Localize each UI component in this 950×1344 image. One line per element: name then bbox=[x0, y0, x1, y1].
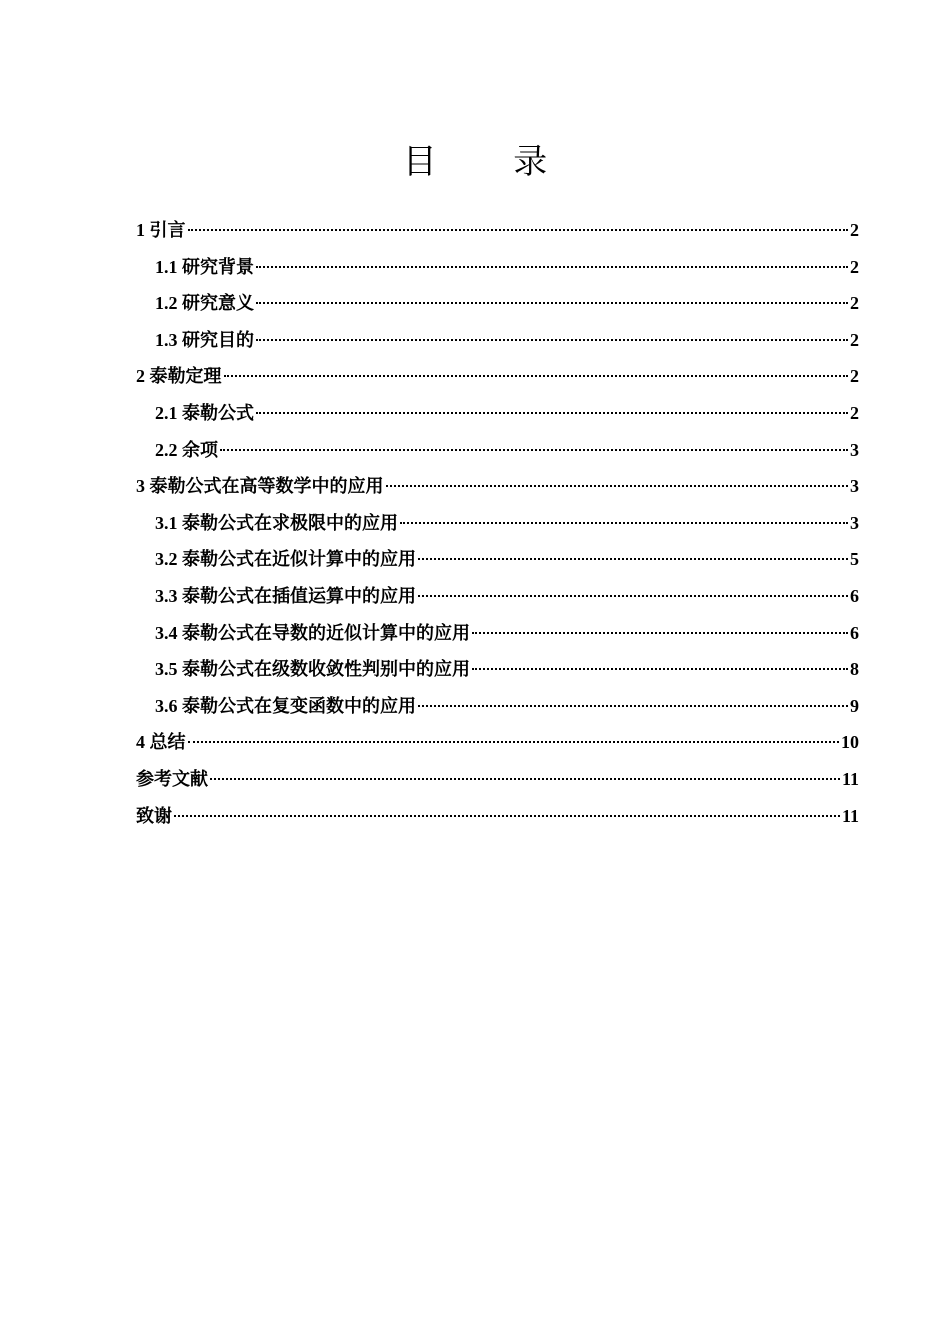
toc-entry[interactable] bbox=[136, 212, 859, 249]
dot-leader bbox=[188, 229, 849, 231]
dot-leader bbox=[210, 778, 840, 780]
toc-page-number: 3 bbox=[850, 512, 859, 533]
toc-entry-title: 3 泰勒公式在高等数学中的应用 bbox=[136, 476, 384, 497]
dot-leader bbox=[256, 412, 848, 414]
toc-entry-title: 参考文献 bbox=[136, 768, 208, 789]
dot-leader bbox=[174, 815, 840, 817]
toc-page-number: 2 bbox=[850, 329, 859, 350]
dot-leader bbox=[418, 595, 848, 597]
toc-entry[interactable] bbox=[136, 761, 859, 798]
dot-leader bbox=[188, 741, 840, 743]
toc-entry-title: 1.3 研究目的 bbox=[155, 329, 254, 350]
toc-page-number: 2 bbox=[850, 256, 859, 277]
toc-page-number: 2 bbox=[850, 366, 859, 387]
toc-entry[interactable] bbox=[136, 688, 859, 725]
dot-leader bbox=[386, 485, 849, 487]
dot-leader bbox=[256, 339, 848, 341]
dot-leader bbox=[418, 558, 848, 560]
toc-entry[interactable] bbox=[136, 651, 859, 688]
toc-entry-title: 3.5 泰勒公式在级数收敛性判别中的应用 bbox=[155, 659, 470, 680]
toc-entry[interactable] bbox=[136, 468, 859, 505]
dot-leader bbox=[220, 449, 848, 451]
toc-entry[interactable] bbox=[136, 322, 859, 359]
toc-entry[interactable] bbox=[136, 724, 859, 761]
toc-page-number: 9 bbox=[850, 695, 859, 716]
toc-page-number: 11 bbox=[841, 768, 859, 789]
toc-page-number: 5 bbox=[850, 549, 859, 570]
dot-leader bbox=[472, 668, 848, 670]
toc-entry[interactable] bbox=[136, 615, 859, 652]
toc-entry[interactable] bbox=[136, 395, 859, 432]
dot-leader bbox=[224, 375, 849, 377]
toc-entry[interactable] bbox=[136, 798, 859, 835]
toc-entry-title: 1.1 研究背景 bbox=[155, 256, 254, 277]
dot-leader bbox=[256, 302, 848, 304]
dot-leader bbox=[418, 705, 848, 707]
toc-page-number: 6 bbox=[850, 622, 859, 643]
table-of-contents bbox=[136, 212, 859, 834]
toc-page-number: 3 bbox=[850, 476, 859, 497]
toc-page-number: 8 bbox=[850, 659, 859, 680]
toc-entry[interactable] bbox=[136, 358, 859, 395]
toc-entry[interactable] bbox=[136, 578, 859, 615]
toc-page-number: 11 bbox=[841, 805, 859, 826]
toc-entry[interactable] bbox=[136, 505, 859, 542]
toc-entry-title: 1.2 研究意义 bbox=[155, 293, 254, 314]
toc-entry-title: 4 总结 bbox=[136, 732, 186, 753]
toc-entry[interactable] bbox=[136, 541, 859, 578]
toc-entry-title: 2.1 泰勒公式 bbox=[155, 402, 254, 423]
toc-page-number: 10 bbox=[841, 732, 859, 753]
toc-entry-title: 3.2 泰勒公式在近似计算中的应用 bbox=[155, 549, 416, 570]
toc-entry-title: 3.1 泰勒公式在求极限中的应用 bbox=[155, 512, 398, 533]
toc-page-number: 2 bbox=[850, 402, 859, 423]
dot-leader bbox=[472, 632, 848, 634]
toc-page-number: 2 bbox=[850, 220, 859, 240]
toc-entry-title: 2.2 余项 bbox=[155, 439, 218, 460]
toc-entry[interactable] bbox=[136, 285, 859, 322]
toc-title: 目 录 bbox=[402, 144, 582, 181]
dot-leader bbox=[256, 266, 848, 268]
toc-entry-title: 2 泰勒定理 bbox=[136, 366, 222, 387]
toc-entry-title: 3.3 泰勒公式在插值运算中的应用 bbox=[155, 585, 416, 606]
toc-entry-title: 致谢 bbox=[136, 805, 172, 826]
toc-entry-title: 3.6 泰勒公式在复变函数中的应用 bbox=[155, 695, 416, 716]
toc-entry-title: 3.4 泰勒公式在导数的近似计算中的应用 bbox=[155, 622, 470, 643]
toc-page-number: 6 bbox=[850, 585, 859, 606]
toc-page-number: 3 bbox=[850, 439, 859, 460]
toc-entry[interactable] bbox=[136, 432, 859, 469]
dot-leader bbox=[400, 522, 848, 524]
toc-entry[interactable] bbox=[136, 249, 859, 286]
toc-entry-title: 1 引言 bbox=[136, 220, 186, 240]
toc-page-number: 2 bbox=[850, 293, 859, 314]
